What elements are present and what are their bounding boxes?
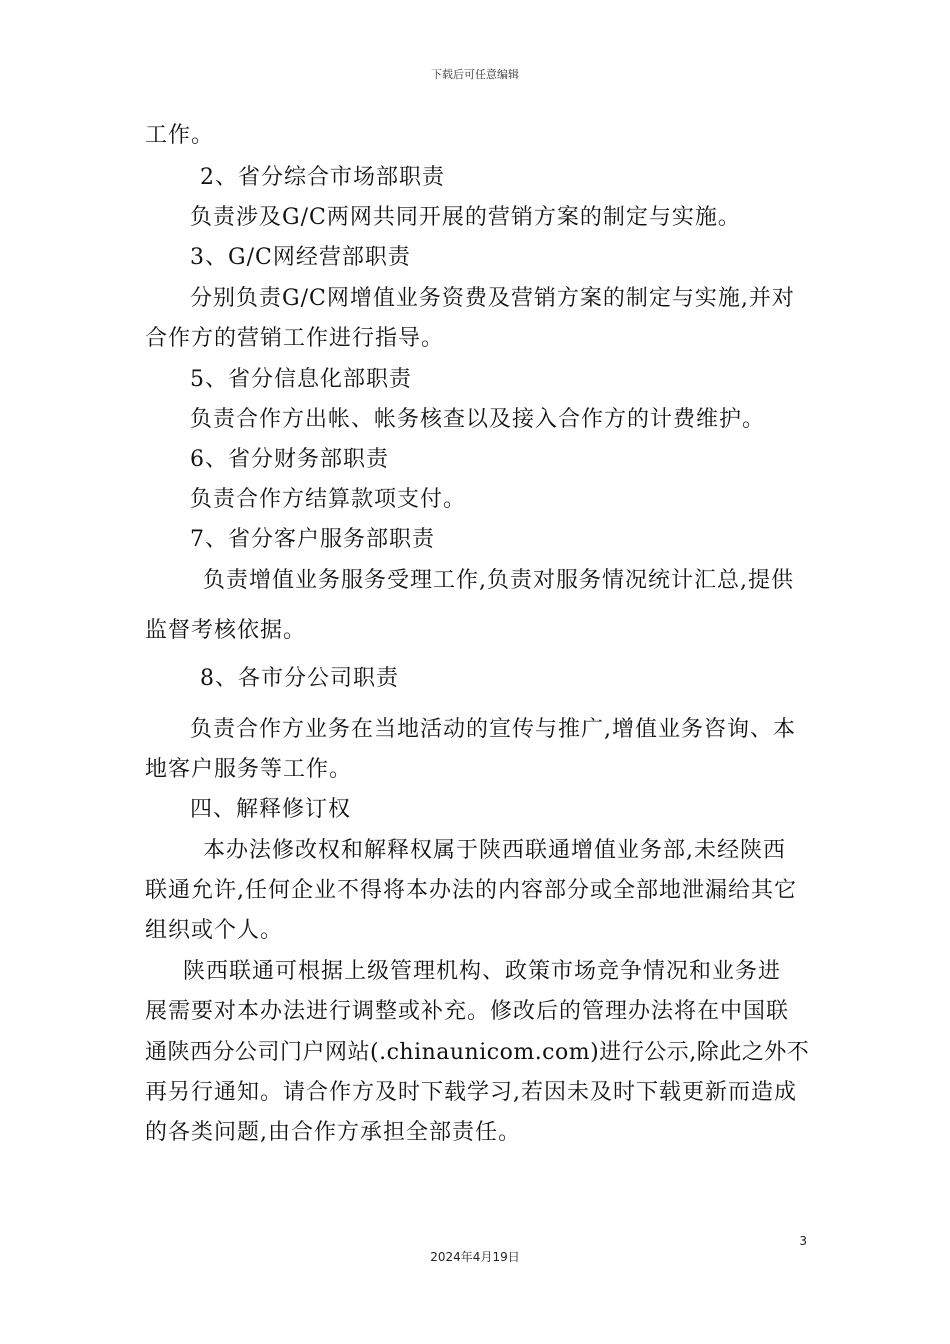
section-heading: 8、各市分公司职责 (200, 666, 399, 691)
text-line: 负责合作方业务在当地活动的宣传与推广,增值业务咨询、本 (190, 717, 796, 742)
text-line: 本办法修改权和解释权属于陕西联通增值业务部,未经陕西 (203, 838, 786, 863)
text-line: 陕西联通可根据上级管理机构、政策市场竞争情况和业务进 (183, 959, 782, 984)
text-line: 分别负责G/C网增值业务资费及营销方案的制定与实施,并对 (190, 286, 795, 311)
text-line: 合作方的营销工作进行指导。 (145, 326, 445, 351)
section-heading: 6、省分财务部职责 (190, 447, 389, 472)
text-line: 负责增值业务服务受理工作,负责对服务情况统计汇总,提供 (203, 568, 794, 593)
page-number: 3 (799, 1234, 807, 1248)
text-line: 的各类问题,由合作方承担全部责任。 (145, 1120, 521, 1145)
section-heading: 5、省分信息化部职责 (190, 367, 412, 392)
section-heading: 3、G/C网经营部职责 (190, 245, 411, 270)
text-line: 组织或个人。 (145, 918, 284, 943)
text-line: 监督考核依据。 (145, 618, 307, 643)
page-header-note: 下载后可任意编辑 (431, 68, 519, 81)
section-heading: 2、省分综合市场部职责 (200, 165, 445, 190)
text-line: 地客户服务等工作。 (145, 757, 353, 782)
section-heading: 7、省分客户服务部职责 (190, 527, 435, 552)
text-line: 负责合作方结算款项支付。 (190, 487, 467, 512)
text-line: 展需要对本办法进行调整或补充。修改后的管理办法将在中国联 (145, 999, 790, 1024)
text-line: 再另行通知。请合作方及时下载学习,若因未及时下载更新而造成 (145, 1080, 797, 1105)
text-line: 联通允许,任何企业不得将本办法的内容部分或全部地泄漏给其它 (145, 878, 797, 903)
text-line: 负责涉及G/C两网共同开展的营销方案的制定与实施。 (190, 205, 741, 230)
footer-date: 2024年4月19日 (430, 1250, 520, 1264)
section-heading: 四、解释修订权 (190, 797, 352, 822)
text-line: 通陕西分公司门户网站(.chinaunicom.com)进行公示,除此之外不 (145, 1040, 810, 1065)
text-line: 工作。 (145, 123, 215, 148)
text-line: 负责合作方出帐、帐务核查以及接入合作方的计费维护。 (190, 407, 766, 432)
